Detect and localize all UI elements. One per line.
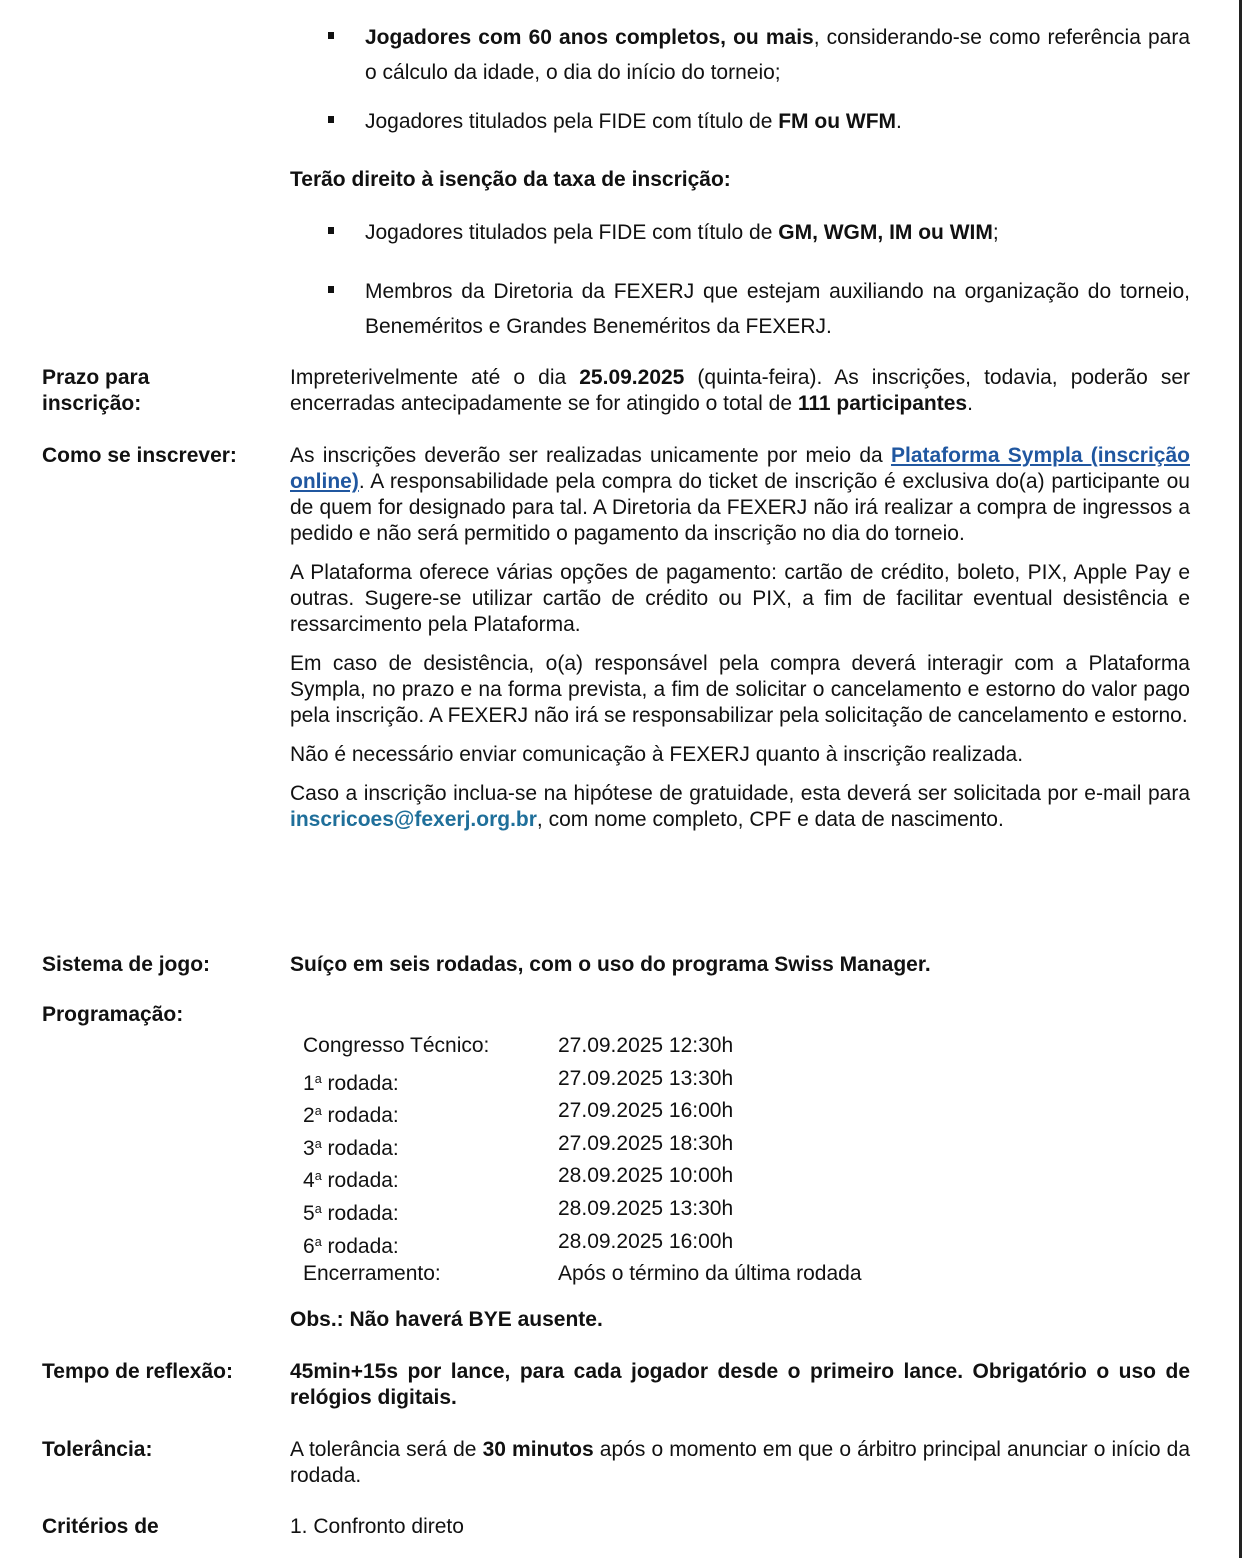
tempo-label: Tempo de reflexão: — [42, 1360, 233, 1383]
text: Jogadores titulados pela FIDE com título de — [365, 221, 779, 244]
ordinal-indicator: a — [314, 1136, 322, 1151]
bullet-item — [290, 20, 1190, 90]
schedule-row — [303, 1095, 1003, 1127]
round-number: 3 — [303, 1136, 315, 1160]
paragraph: Não é necessário enviar comunicação à FEXERJ quanto à inscrição realizada. — [290, 743, 1024, 766]
text: . — [896, 110, 902, 133]
schedule-datetime: 27.09.2025 16:00h — [558, 1099, 734, 1123]
event-name: rodada: — [321, 1169, 399, 1193]
como-section — [290, 443, 1190, 833]
criterios-label: Critérios de — [42, 1515, 159, 1538]
schedule-datetime: 27.09.2025 12:30h — [558, 1034, 734, 1057]
paragraph: Em caso de desistência, o(a) responsável pela compra deverá interagir com a Plataforma Sympla, no prazo e na forma prevista, a fim de solicitar o cancelamento e estorno do valor pago pela inscrição. A FEXERJ não irá se responsabilizar pela solicitação de cancelamento e estorno. — [290, 652, 1190, 727]
event-name: rodada: — [321, 1201, 399, 1225]
bullet-item — [290, 215, 1190, 250]
schedule-row — [303, 1258, 1003, 1290]
ordinal-indicator: a — [314, 1104, 322, 1119]
ordinal-indicator: a — [314, 1202, 322, 1216]
bullet-text — [365, 215, 1190, 250]
round-number: 1 — [303, 1071, 315, 1095]
text: As inscrições deverão ser realizadas unicamente por meio da — [290, 444, 891, 467]
bullet-text — [365, 104, 1190, 139]
event-name: rodada: — [321, 1071, 399, 1095]
schedule-row — [303, 1030, 1003, 1062]
bold-text: GM — [778, 221, 813, 244]
schedule-row — [303, 1193, 1003, 1225]
schedule-event — [303, 1160, 399, 1197]
schedule-datetime: 28.09.2025 13:30h — [558, 1197, 734, 1220]
deadline-date: 25.09.2025 — [579, 366, 685, 389]
label-line: Prazo para — [42, 366, 150, 389]
bold-text: WIM — [949, 221, 993, 244]
text: após o momento em que o árbitro principal anunciar o início da rodada. — [290, 1438, 1191, 1487]
schedule-datetime: Após o término da última rodada — [558, 1262, 862, 1286]
text: Impreterivelmente até o dia — [290, 366, 580, 389]
tempo-text: 45min+15s por lance, para cada jogador desde o primeiro lance. Obrigatório o uso de relógios digitais. — [290, 1360, 1190, 1409]
schedule-row — [303, 1063, 1003, 1095]
bold-text: FM ou WFM — [778, 110, 897, 133]
schedule-datetime: 28.09.2025 16:00h — [558, 1229, 734, 1253]
text: , com nome completo, CPF e data de nascimento. — [536, 808, 1004, 831]
criterios-item: 1. Confronto direto — [290, 1515, 464, 1538]
schedule-datetime: 28.09.2025 10:00h — [558, 1164, 734, 1188]
text: A tolerância será de — [290, 1438, 483, 1461]
bullet-icon — [328, 227, 334, 234]
text: Jogadores titulados pela FIDE com título de — [365, 110, 779, 133]
schedule-datetime: 27.09.2025 13:30h — [558, 1066, 734, 1090]
event-name: rodada: — [321, 1104, 399, 1128]
schedule-event — [303, 1193, 399, 1230]
email-link[interactable]: inscricoes@fexerj.org.br — [290, 808, 537, 831]
round-number: 5 — [303, 1201, 315, 1225]
round-number: 2 — [303, 1104, 315, 1128]
event-name: Congresso Técnico: — [303, 1034, 490, 1057]
ordinal-indicator: a — [314, 1169, 322, 1184]
text: . — [967, 392, 973, 415]
round-number: 4 — [303, 1169, 315, 1193]
sistema-text: Suíço em seis rodadas, com o uso do programa Swiss Manager. — [290, 953, 931, 976]
bullet-text — [365, 20, 1190, 90]
bullet-icon — [328, 32, 334, 39]
round-number: 6 — [303, 1234, 315, 1258]
page-right-border — [1239, 0, 1242, 1558]
text: ; — [992, 221, 999, 244]
bold-text: WGM — [823, 221, 878, 244]
programacao-label: Programação: — [42, 1003, 184, 1026]
schedule-datetime: 27.09.2025 18:30h — [558, 1131, 734, 1155]
prazo-text — [290, 365, 1190, 417]
bold-text: , — [877, 221, 890, 244]
ordinal-indicator: a — [314, 1234, 322, 1249]
schedule-event — [303, 1258, 441, 1290]
sympla-link[interactable]: Plataforma Sympla (inscrição online) — [290, 444, 1190, 493]
schedule-event — [303, 1063, 399, 1100]
schedule-event — [303, 1095, 399, 1132]
schedule-row — [303, 1160, 1003, 1192]
bold-text: ou — [912, 221, 950, 244]
label-line: inscrição: — [42, 392, 142, 415]
bold-text: Jogadores com 60 anos completos, ou mais — [365, 26, 814, 49]
text: (quinta-feira). As inscrições, todavia, poderão ser encerradas antecipadamente se for atingido o total de — [290, 366, 1191, 415]
bold-text: 30 minutos — [482, 1438, 594, 1461]
bullet-icon — [328, 116, 334, 123]
paragraph: A Plataforma oferece várias opções de pagamento: cartão de crédito, boleto, PIX, Apple Pay e outras. Sugere-se utilizar cartão de crédito ou PIX, a fim de facilitar eventual desistência e ressarcimento pela Plataforma. — [290, 561, 1190, 636]
tolerancia-text — [290, 1437, 1190, 1489]
bullet-text: Membros da Diretoria da FEXERJ que estejam auxiliando na organização do torneio, Beneméritos e Grandes Beneméritos da FEXERJ. — [365, 280, 1190, 338]
bullet-item — [290, 274, 1190, 344]
como-label: Como se inscrever: — [42, 444, 237, 467]
bold-text: IM — [889, 221, 913, 244]
text: . A responsabilidade pela compra do ticket de inscrição é exclusiva do(a) participante ou de quem for designado para tal. A Diretoria da FEXERJ não irá realizar a compra de ingressos a pedido e não será permitido o pagamento da inscrição no dia do torneio. — [290, 470, 1190, 545]
tolerancia-label: Tolerância: — [42, 1438, 153, 1461]
schedule-event — [303, 1128, 399, 1165]
bullet-icon — [328, 286, 334, 293]
bold-text: , — [812, 221, 824, 244]
paragraph — [290, 781, 1190, 833]
prazo-label — [42, 365, 149, 417]
event-name: rodada: — [321, 1234, 399, 1258]
schedule-note: Obs.: Não haverá BYE ausente. — [290, 1308, 603, 1331]
event-name: rodada: — [321, 1136, 399, 1160]
participant-limit: 111 participantes — [797, 392, 968, 415]
ordinal-indicator: a — [314, 1071, 322, 1086]
text: Caso a inscrição inclua-se na hipótese de gratuidade, esta deverá ser solicitada por e-mail para — [290, 782, 1190, 805]
sistema-label: Sistema de jogo: — [42, 953, 211, 976]
schedule-event — [303, 1030, 489, 1062]
text: , considerando-se como referência para o cálculo da idade, o dia do início do torneio; — [365, 26, 1190, 84]
schedule-row — [303, 1226, 1003, 1258]
paragraph — [290, 443, 1190, 547]
bullet-item — [290, 104, 1190, 139]
schedule-event — [303, 1226, 399, 1263]
event-name: Encerramento: — [303, 1262, 441, 1286]
exemption-heading: Terão direito à isenção da taxa de inscrição: — [290, 168, 731, 191]
schedule-row — [303, 1128, 1003, 1160]
